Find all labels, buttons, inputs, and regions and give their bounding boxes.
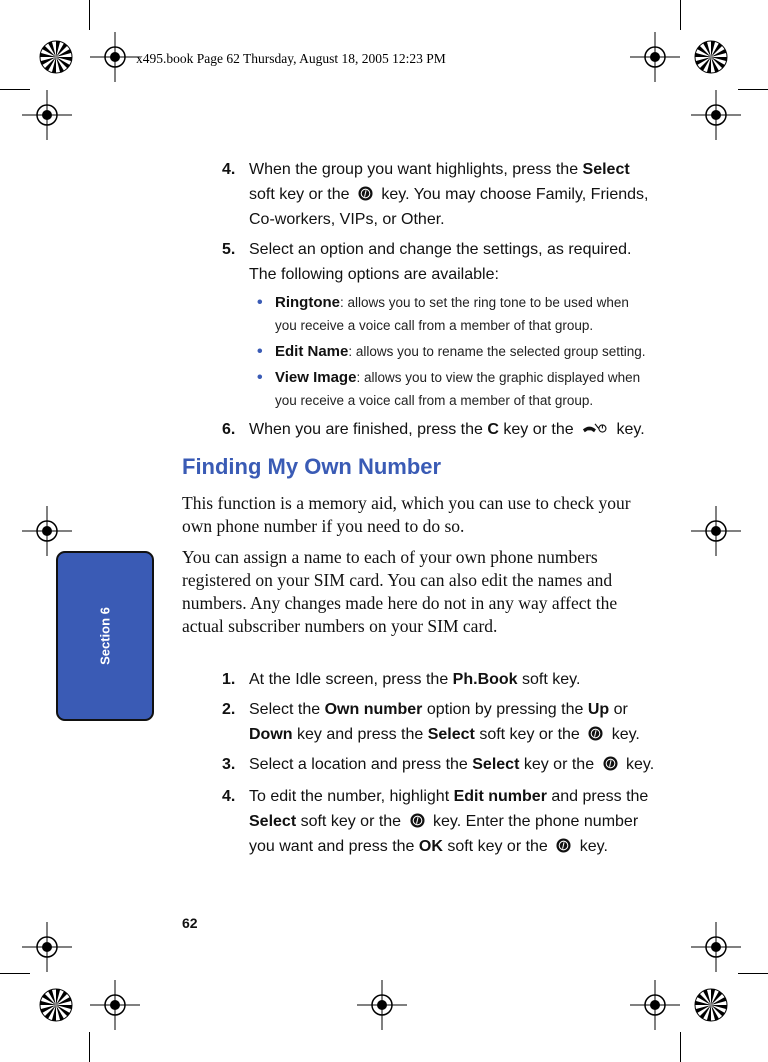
- step-number: 1.: [222, 671, 236, 688]
- text-span: Select the: [249, 701, 325, 718]
- text-span: soft key.: [517, 671, 581, 688]
- registration-mark-icon: [691, 506, 741, 556]
- text-line: [249, 784, 648, 809]
- crop-mark: [738, 89, 768, 90]
- text-span: key or the: [498, 421, 579, 438]
- registration-mark-icon: [22, 506, 72, 556]
- text-span: key.: [612, 421, 645, 438]
- text-line: [275, 314, 629, 337]
- section-heading: Finding My Own Number: [182, 454, 442, 479]
- registration-mark-icon: [630, 980, 680, 1030]
- text-line: [249, 237, 631, 262]
- crop-mark: [89, 1032, 90, 1062]
- text-line: [275, 340, 646, 363]
- text-line: [249, 417, 645, 442]
- text-line: [249, 207, 648, 232]
- bold-term: Select: [427, 726, 475, 743]
- text-span: key.: [607, 726, 640, 743]
- text-span: key.: [575, 838, 608, 855]
- registration-mark-icon: [357, 980, 407, 1030]
- text-span: soft key or the: [296, 813, 406, 830]
- crop-mark: [680, 1032, 681, 1062]
- step-text: [249, 417, 645, 442]
- print-header: x495.book Page 62 Thursday, August 18, 2005 12:23 PM: [136, 51, 446, 66]
- step-number: 4.: [222, 788, 236, 805]
- step-text: [249, 697, 640, 747]
- text-span: Co-workers, VIPs, or Other.: [249, 211, 445, 228]
- text-line: [275, 366, 640, 389]
- bold-term: Down: [249, 726, 293, 743]
- bold-term: C: [487, 421, 499, 438]
- option-text: [275, 340, 646, 363]
- text-span: you receive a voice call from a member of that group.: [275, 393, 594, 408]
- text-span: key and press the: [292, 726, 428, 743]
- registration-mark-icon: [22, 922, 72, 972]
- text-line: [249, 752, 654, 777]
- text-line: [249, 157, 648, 182]
- registration-mark-icon: [630, 32, 680, 82]
- nav-key-icon: [358, 186, 373, 201]
- bold-term: Select: [582, 161, 630, 178]
- registration-mark-icon: [691, 90, 741, 140]
- bold-term: Ph.Book: [452, 671, 518, 688]
- end-key-icon: [582, 421, 608, 436]
- bold-term: Own number: [324, 701, 423, 718]
- text-span: When the group you want highlights, press the: [249, 161, 583, 178]
- text-span: or: [609, 701, 628, 718]
- text-span: key or the: [519, 756, 599, 773]
- bold-term: View Image: [275, 369, 357, 386]
- text-span: key. You may choose Family, Friends,: [376, 186, 649, 203]
- text-span: : allows you to rename the selected group setting.: [348, 344, 646, 359]
- bold-term: Edit number: [453, 788, 547, 805]
- bold-term: Ringtone: [275, 294, 340, 311]
- text-line: [249, 722, 640, 747]
- bold-term: OK: [418, 838, 443, 855]
- crop-mark: [89, 0, 90, 30]
- text-span: you receive a voice call from a member of that group.: [275, 318, 594, 333]
- registration-mark-icon: [22, 90, 72, 140]
- step-number: 4.: [222, 161, 236, 178]
- page-number: 62: [182, 915, 198, 931]
- text-line: [249, 667, 580, 692]
- text-span: Select a location and press the: [249, 756, 473, 773]
- crop-mark: [680, 0, 681, 30]
- step-number: 6.: [222, 421, 236, 438]
- star-target-icon: [39, 40, 73, 74]
- assign-paragraph: You can assign a name to each of your own phone numbers registered on your SIM card. You can also edit the names and numbers. Any changes made here do not in any way affect the actual subscriber numbers on your SIM card.: [182, 547, 618, 636]
- bullet-icon: •: [257, 369, 263, 386]
- registration-mark-icon: [90, 980, 140, 1030]
- step-text: [249, 752, 654, 777]
- bullet-icon: •: [257, 294, 263, 311]
- text-line: [275, 291, 629, 314]
- bold-term: Select: [249, 813, 297, 830]
- bullet-icon: •: [257, 343, 263, 360]
- text-line: [249, 182, 648, 207]
- section-tab-label: Section 6: [97, 607, 113, 665]
- nav-key-icon: [410, 813, 425, 828]
- bold-term: Select: [472, 756, 520, 773]
- text-span: and press the: [546, 788, 649, 805]
- star-target-icon: [694, 988, 728, 1022]
- text-span: : allows you to set the ring tone to be used when: [340, 295, 629, 310]
- text-span: you want and press the: [249, 838, 419, 855]
- star-target-icon: [39, 988, 73, 1022]
- bold-term: Edit Name: [275, 343, 349, 360]
- text-span: key. Enter the phone number: [428, 813, 639, 830]
- text-line: [275, 389, 640, 412]
- text-span: key.: [621, 756, 655, 773]
- text-line: [249, 262, 631, 287]
- step-text: [249, 784, 648, 859]
- text-span: To edit the number, highlight: [249, 788, 454, 805]
- text-span: When you are finished, press the: [249, 421, 488, 438]
- registration-mark-icon: [90, 32, 140, 82]
- nav-key-icon: [588, 726, 603, 741]
- crop-mark: [0, 973, 30, 974]
- step-number: 3.: [222, 756, 236, 773]
- option-text: [275, 291, 629, 337]
- step-text: [249, 237, 631, 287]
- nav-key-icon: [556, 838, 571, 853]
- text-span: soft key or the: [249, 186, 354, 203]
- text-span: At the Idle screen, press the: [249, 671, 453, 688]
- text-line: [249, 697, 640, 722]
- text-span: Select an option and change the settings, as required.: [249, 241, 632, 258]
- step-number: 5.: [222, 241, 236, 258]
- section-tab: [56, 551, 154, 721]
- text-span: The following options are available:: [249, 266, 499, 283]
- text-span: option by pressing the: [422, 701, 588, 718]
- crop-mark: [738, 973, 768, 974]
- step-number: 2.: [222, 701, 236, 718]
- option-text: [275, 366, 640, 412]
- text-span: soft key or the: [442, 838, 553, 855]
- step-text: [249, 157, 648, 232]
- nav-key-icon: [603, 756, 618, 771]
- text-line: [249, 809, 648, 834]
- step-text: [249, 667, 580, 692]
- text-span: soft key or the: [474, 726, 585, 743]
- registration-mark-icon: [691, 922, 741, 972]
- bold-term: Up: [587, 701, 610, 718]
- text-span: : allows you to view the graphic displayed when: [356, 370, 641, 385]
- intro-paragraph: This function is a memory aid, which you can use to check your own phone number if you need to do so.: [182, 493, 631, 536]
- crop-mark: [0, 89, 30, 90]
- text-line: [249, 834, 648, 859]
- star-target-icon: [694, 40, 728, 74]
